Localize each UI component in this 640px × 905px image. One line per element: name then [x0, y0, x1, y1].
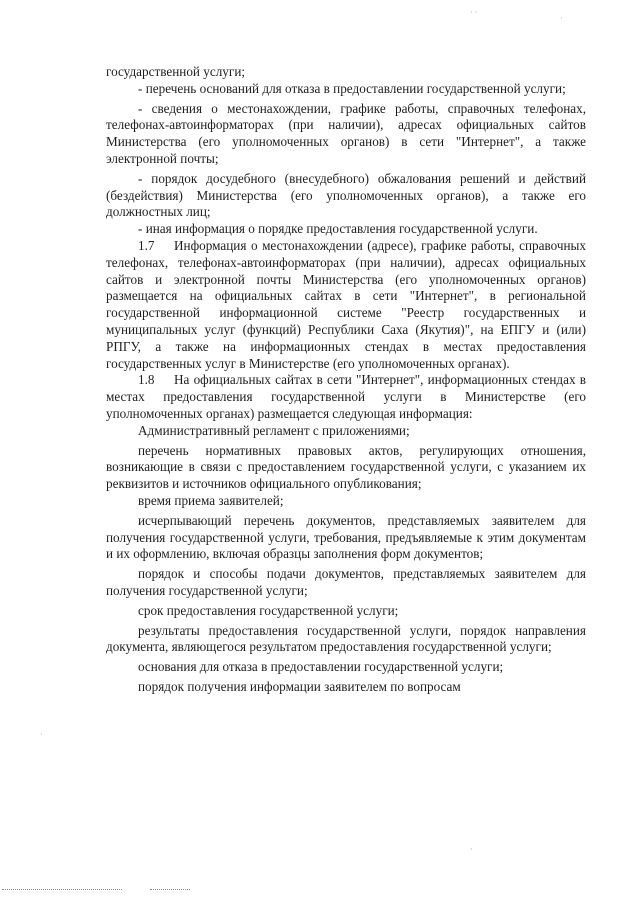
scan-speck: ·: [560, 14, 563, 23]
clause-1-7: [106, 238, 586, 372]
list-item-reception-time: время приема заявителей;: [138, 492, 284, 508]
list-item-regulation: Административный регламент с приложениями;: [138, 422, 410, 438]
list-item-documents: исчерпывающий перечень документов, представляемых заявителем для получения государственной услуги, требования, предъявляемые к этим документам и их оформлению, включая образцы заполнения форм документов;: [106, 512, 586, 562]
scan-speck: ·: [40, 730, 43, 739]
scan-edge-line: [150, 889, 190, 890]
list-item-submission: порядок и способы подачи документов, представляемых заявителем для получения государственной услуги;: [106, 566, 586, 598]
scan-speck: · ·: [470, 8, 478, 17]
clause-1-8: [106, 372, 586, 422]
clause-number: 1.8: [138, 372, 155, 388]
list-item-information-procedure: порядок получения информации заявителем по вопросам: [138, 678, 461, 694]
list-item-refusal-grounds: - перечень оснований для отказа в предоставлении государственной услуги;: [138, 80, 566, 96]
list-item-location-info: - сведения о местонахождении, графике работы, справочных телефонах, телефонах-автоинформаторах (при наличии), адресах официальных сайтов Министерства (его уполномоченных органов) в сети "Интернет", а также электронной почты;: [106, 100, 586, 166]
scan-edge-line: [2, 889, 122, 890]
list-item-legal-acts: перечень нормативных правовых актов, регулирующих отношения, возникающие в связи с предоставлением государственной услуги, с указанием их реквизитов и источников официального опубликования;: [106, 442, 586, 492]
list-item-other-info: - иная информация о порядке предоставления государственной услуги.: [138, 221, 538, 237]
clause-number: 1.7: [138, 237, 155, 253]
document-body: [106, 64, 586, 696]
clause-text: На официальных сайтах в сети "Интернет", информационных стендах в местах предоставления государственной услуги в Министерстве (его уполномоченных органах) размещается следующая информация:: [106, 372, 586, 421]
clause-text: Информация о местонахождении (адресе), графике работы, справочных телефонах, телефонах-автоинформаторах (при наличии), адресах официальных сайтов и электронной почты Министерства (его уполномоченных органов) размещается на официальных сайтах в сети "Интернет", в региональной государственной информационной системе "Реестр государственных и муниципальных услуг (функций) Республики Саха (Якутия)", на ЕПГУ и (или) РПГУ, а также на информационных стендах в местах предоставления государственных услуг в Министерстве (его уполномоченных органах).: [106, 237, 586, 371]
list-item-deadline: срок предоставления государственной услуги;: [138, 602, 399, 618]
list-item-appeal-procedure: - порядок досудебного (внесудебного) обжалования решений и действий (бездействия) Министерства (его уполномоченных органов), а также его должностных лиц;: [106, 170, 586, 220]
list-item-refusal: основания для отказа в предоставлении государственной услуги;: [138, 659, 504, 675]
scan-speck: ·: [470, 845, 473, 854]
paragraph-continuation: государственной услуги;: [106, 64, 246, 79]
list-item-results: результаты предоставления государственной услуги, порядок направления документа, являющегося результатом предоставления государственной услуги;: [106, 622, 586, 655]
